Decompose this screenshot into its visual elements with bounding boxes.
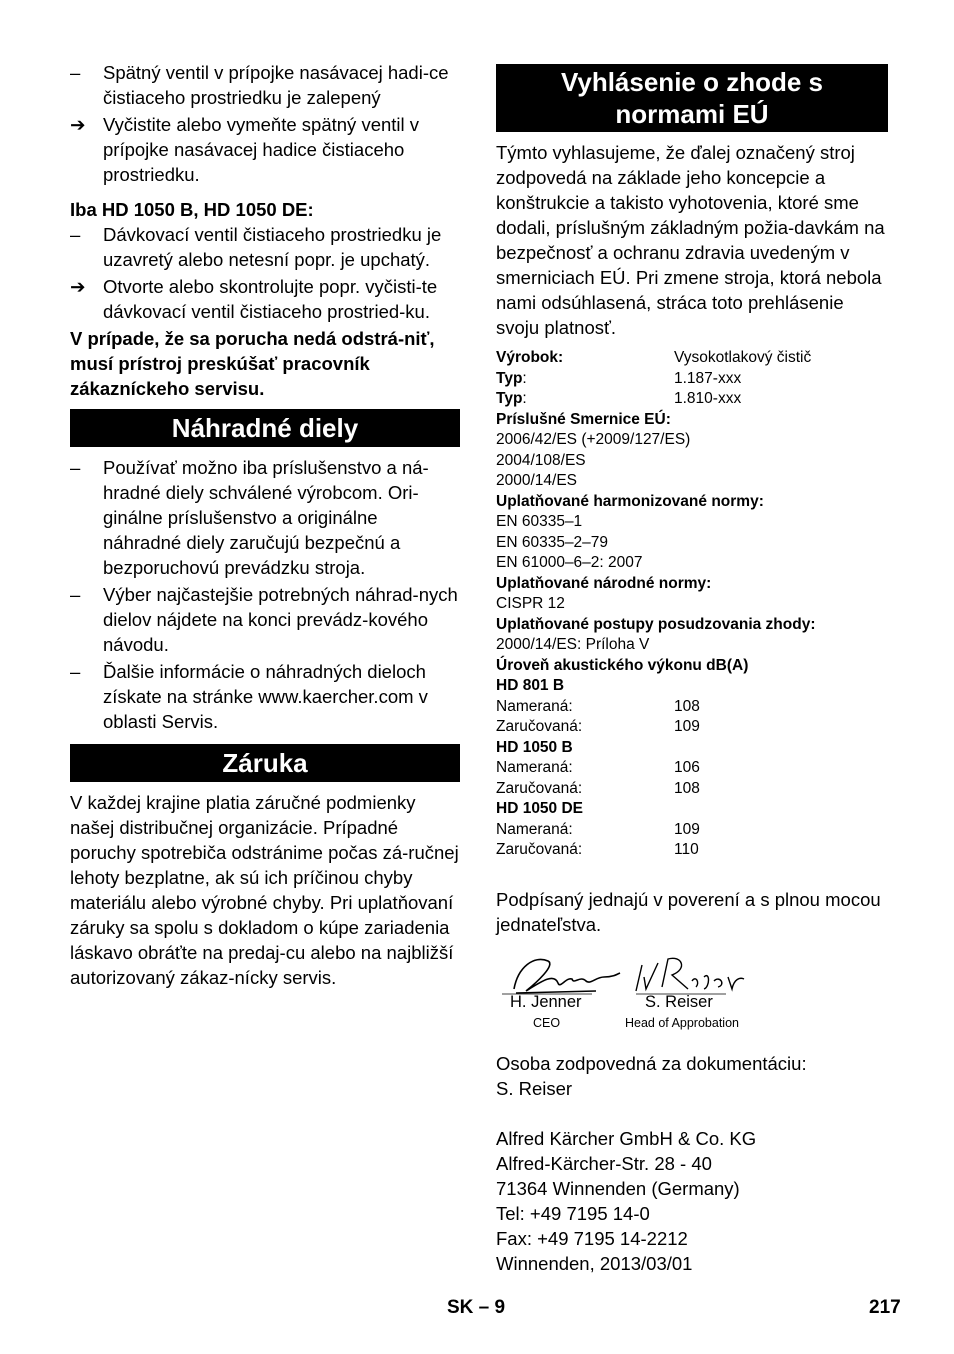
warning-text: V prípade, že sa porucha nedá odstrá-niť, musí prístroj preskúšať pracovník zákazníckeho servisu. <box>70 328 435 399</box>
list-item-text: Výber najčastejšie potrebných náhrad-nych dielov nájdete na konci prevádz-kového návodu. <box>103 584 458 655</box>
doc-responsible-label: Osoba zodpovedná za dokumentáciu: <box>496 1052 807 1074</box>
page-number: 217 <box>869 1297 901 1318</box>
list-item: ➔ Otvorte alebo skontrolujte popr. vyčisti-te dávkovací ventil čistiaceho prostried-ku. <box>70 276 438 322</box>
list-item: – Používať možno iba príslušenstvo a ná-hradné diely schválené výrobcom. Ori-ginálne príslušenstvo a originálne náhradné diely zaručujú bezpečnú a bezporuchovú prevádzku stroja. <box>70 457 429 578</box>
list-item-text: Dávkovací ventil čistiaceho prostriedku je uzavretý alebo netesní popr. je upchatý. <box>103 224 442 270</box>
list-item-text: Otvorte alebo skontrolujte popr. vyčisti-te dávkovací ventil čistiaceho prostried-ku. <box>103 276 438 322</box>
doc-responsible-name: S. Reiser <box>496 1077 573 1099</box>
subheading: Iba HD 1050 B, HD 1050 DE: <box>70 199 314 220</box>
list-item-text: Používať možno iba príslušenstvo a ná-hradné diely schválené výrobcom. Ori-ginálne príslušenstvo a originálne náhradné diely zaručujú bezpečnú a bezporuchovú prevádzku stroja. <box>103 457 429 578</box>
right-column <box>496 64 888 1276</box>
list-item-text: Ďalšie informácie o náhradných dieloch získate na stránke www.kaercher.com v oblasti Servis. <box>103 661 428 732</box>
declaration-intro: Týmto vyhlasujeme, že ďalej označený stroj zodpovedá na základe jeho koncepcie a konštrukcie a takisto vyhotovenia, ktoré sme dodali, príslušným základným požia-davkám na bezpečnosť a ochranu zdravia uvedeným v smerniciach EÚ. Pri zmene stroja, ktorá nebola nami odsúhlasená, stráca toto prehlásenie svoju platnosť. <box>496 142 885 338</box>
spec-table: Výrobok: Vysokotlakový čistič Typ: 1.187-xxx Typ: 1.810-xxx Príslušné Smernice EÚ: 2006/42/ES (+2009/127/ES) 2004/108/ES 2000/14/ES Uplatňované harmonizované normy: EN 60335–1 EN 60335–2–79 EN 61000–6–2: 2007 Uplatňované národné normy: CISPR 12 Uplatňované postupy posudzovania zhody: 2000/14/ES: Príloha V Úroveň akustického výkonu dB(A) HD 801 B Nameraná: 108 Zaručovaná: 109 HD 1050 B Nameraná: 106 Zaručovaná: 108 HD 1050 DE Nameraná: 109 Zaručovaná: 110 <box>496 349 816 858</box>
signer1-role: CEO <box>533 1015 561 1030</box>
list-item: – Dávkovací ventil čistiaceho prostriedku je uzavretý alebo netesní popr. je upchatý. <box>70 224 442 270</box>
signature-block <box>496 947 888 1043</box>
section-title-warranty: Záruka <box>70 744 460 782</box>
address-block: Alfred Kärcher GmbH & Co. KG Alfred-Kärcher-Str. 28 - 40 71364 Winnenden (Germany) Tel: +49 7195 14-0 Fax: +49 7195 14-2212 Winnenden, 2013/03/01 <box>496 1127 757 1274</box>
left-column <box>70 60 460 990</box>
footer-section: SK – 9 <box>447 1297 506 1318</box>
signer1-name: H. Jenner <box>510 992 582 1011</box>
signer2-name: S. Reiser <box>645 992 713 1011</box>
list-item: – Spätný ventil v prípojke nasávacej hadi-ce čistiaceho prostriedku je zalepený <box>70 62 449 108</box>
signer2-role: Head of Approbation <box>625 1015 739 1030</box>
list-item: ➔ Vyčistite alebo vymeňte spätný ventil v prípojke nasávacej hadice čistiaceho prostriedku. <box>70 114 420 185</box>
signed-text: Podpísaný jednajú v poverení a s plnou mocou jednateľstva. <box>496 888 881 935</box>
list-item: – Výber najčastejšie potrebných náhrad-nych dielov nájdete na konci prevádz-kového návodu. <box>70 584 458 655</box>
warranty-text: V každej krajine platia záručné podmienky našej distribučnej organizácie. Prípadné poruchy spotrebiča odstránime počas zá-ručnej lehoty bezplatne, ak sú ich príčinou chyby materiálu alebo výrobné chyby. Pri uplatňovaní záruky sa spolu s dokladom o kúpe zariadenia láskavo obráťte na predaj-cu alebo na najbližší autorizovaný zákaz-nícky servis. <box>70 792 459 988</box>
list-item-text: Vyčistite alebo vymeňte spätný ventil v prípojke nasávacej hadice čistiaceho prostriedku. <box>103 114 420 185</box>
section-title-spare-parts: Náhradné diely <box>70 409 460 447</box>
list-item: – Ďalšie informácie o náhradných dieloch získate na stránke www.kaercher.com v oblasti Servis. <box>70 661 428 732</box>
list-item-text: Spätný ventil v prípojke nasávacej hadi-ce čistiaceho prostriedku je zalepený <box>103 62 449 108</box>
section-title-declaration: Vyhlásenie o zhode s normami EÚ <box>496 64 888 132</box>
